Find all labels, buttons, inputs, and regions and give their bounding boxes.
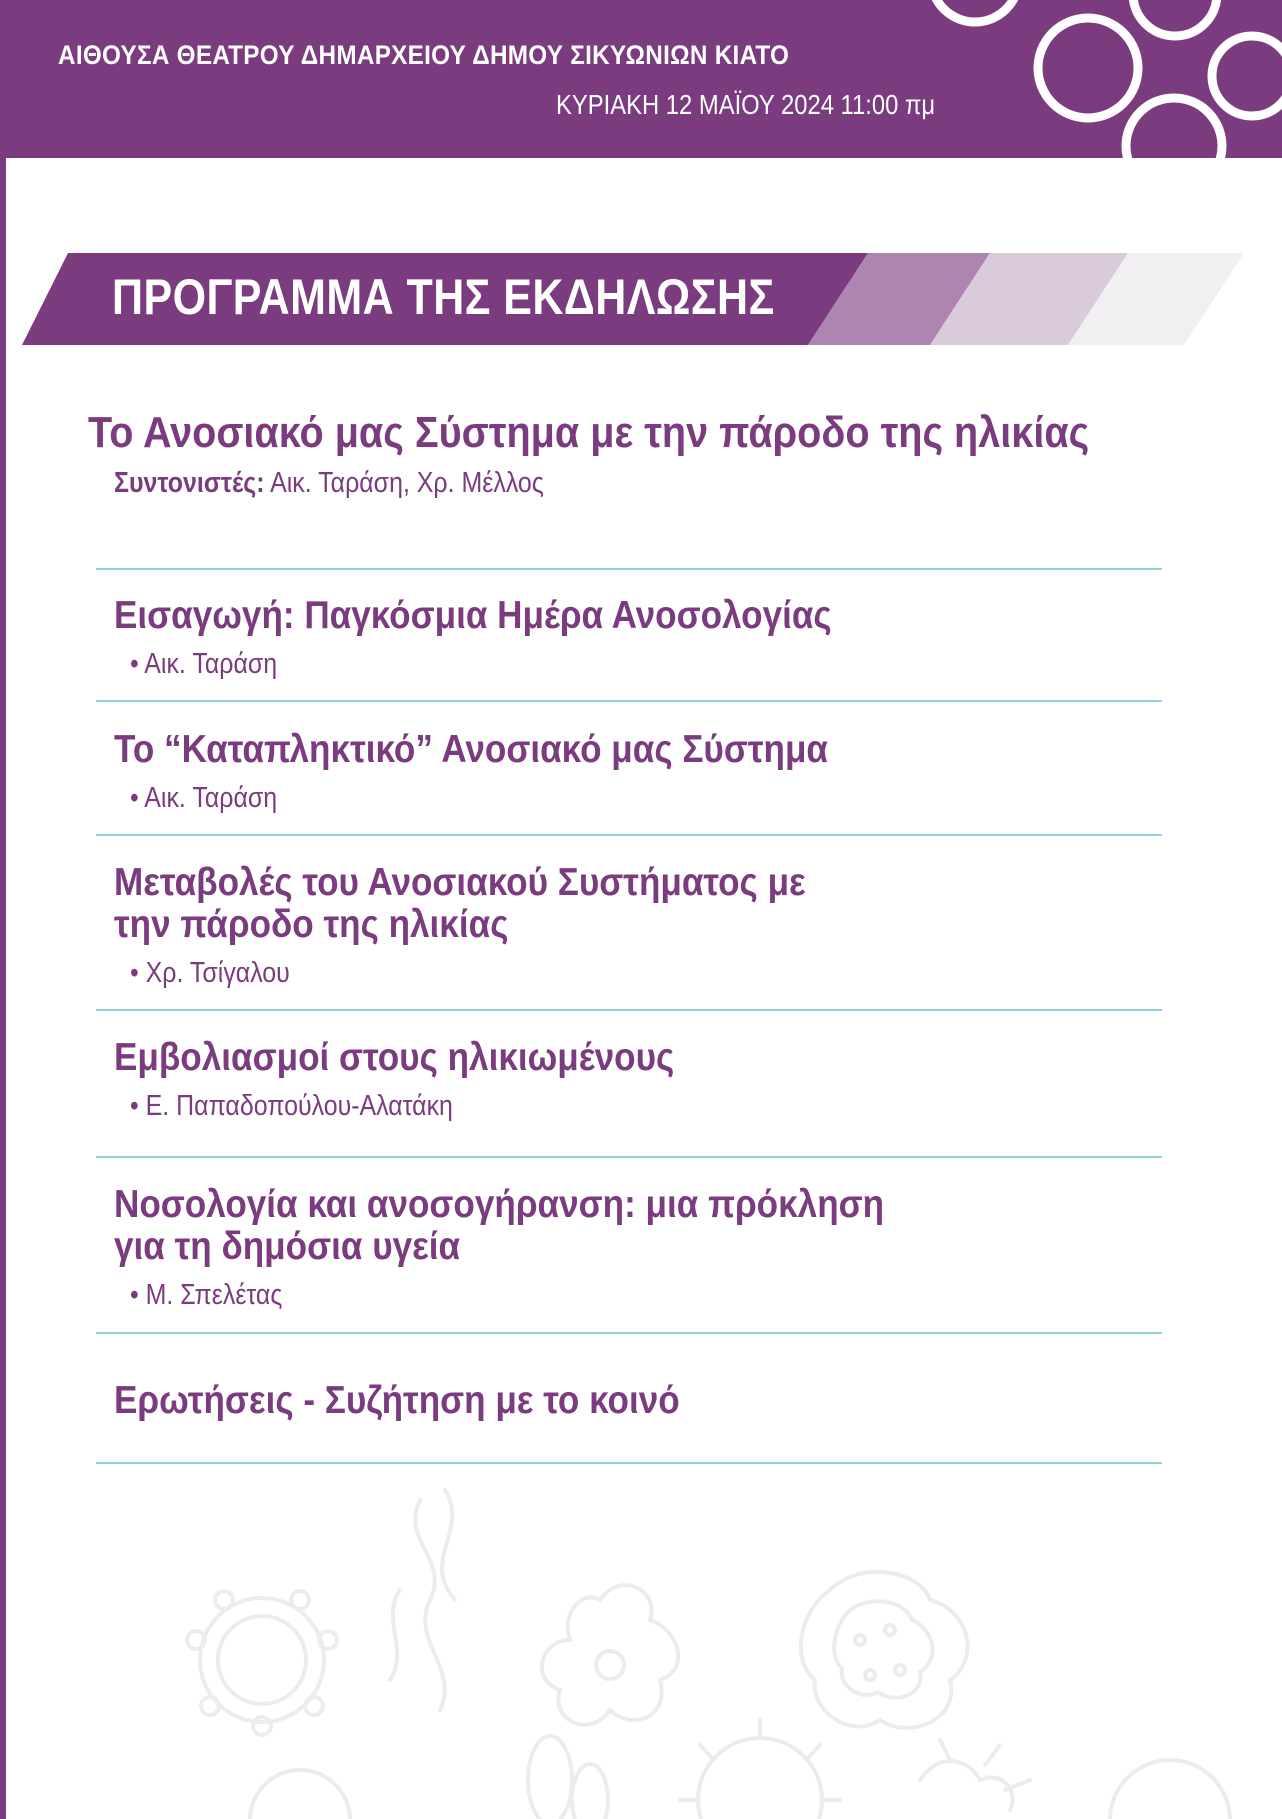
decorative-cells-icon: [0, 1480, 1282, 1819]
program-item-speaker: • Αικ. Ταράση: [130, 648, 278, 680]
divider: [96, 1009, 1162, 1011]
program-item-title: Νοσολογία και ανοσογήρανση: μια πρόκληση: [114, 1183, 885, 1226]
header-bar: [0, 0, 1282, 158]
program-item-title: Εισαγωγή: Παγκόσμια Ημέρα Ανοσολογίας: [114, 594, 832, 637]
decorative-circles-icon: [900, 0, 1282, 158]
coordinators-names: Αικ. Ταράση, Χρ. Μέλλος: [264, 467, 544, 499]
program-item-title: Ερωτήσεις - Συζήτηση με το κοινό: [114, 1379, 680, 1422]
program-item-speaker: • Αικ. Ταράση: [130, 782, 278, 814]
coordinators-label: Συντονιστές:: [114, 467, 265, 499]
banner-title: ΠΡΟΓΡΑΜΜΑ ΤΗΣ ΕΚΔΗΛΩΣΗΣ: [112, 269, 775, 325]
venue-text: ΑΙΘΟΥΣΑ ΘΕΑΤΡΟΥ ΔΗΜΑΡΧΕΙΟΥ ΔΗΜΟΥ ΣΙΚΥΩΝΙΩΝ ΚΙΑΤΟ: [58, 40, 790, 70]
program-item-title: Εμβολιασμοί στους ηλικιωμένους: [114, 1036, 675, 1079]
divider: [96, 1156, 1162, 1158]
divider: [96, 1462, 1162, 1464]
program-item-title: Μεταβολές του Ανοσιακού Συστήματος με: [114, 861, 806, 904]
session-title: Το Ανοσιακό μας Σύστημα με την πάροδο της ηλικίας: [88, 408, 1090, 457]
program-item-title: για τη δημόσια υγεία: [114, 1225, 461, 1268]
program-item-title: Το “Καταπληκτικό” Ανοσιακό μας Σύστημα: [114, 728, 829, 771]
divider: [96, 1332, 1162, 1334]
divider: [96, 568, 1162, 570]
program-item-speaker: • Ε. Παπαδοπούλου-Αλατάκη: [130, 1090, 453, 1122]
divider: [96, 700, 1162, 702]
divider: [96, 834, 1162, 836]
event-datetime: ΚΥΡΙΑΚΗ 12 ΜΑΪΟΥ 2024 11:00 πμ: [556, 89, 936, 120]
program-item-speaker: • Μ. Σπελέτας: [130, 1279, 283, 1311]
program-item-title: την πάροδο της ηλικίας: [114, 903, 509, 946]
program-item-speaker: • Χρ. Τσίγαλου: [130, 957, 290, 989]
session-coordinators: [114, 467, 544, 500]
